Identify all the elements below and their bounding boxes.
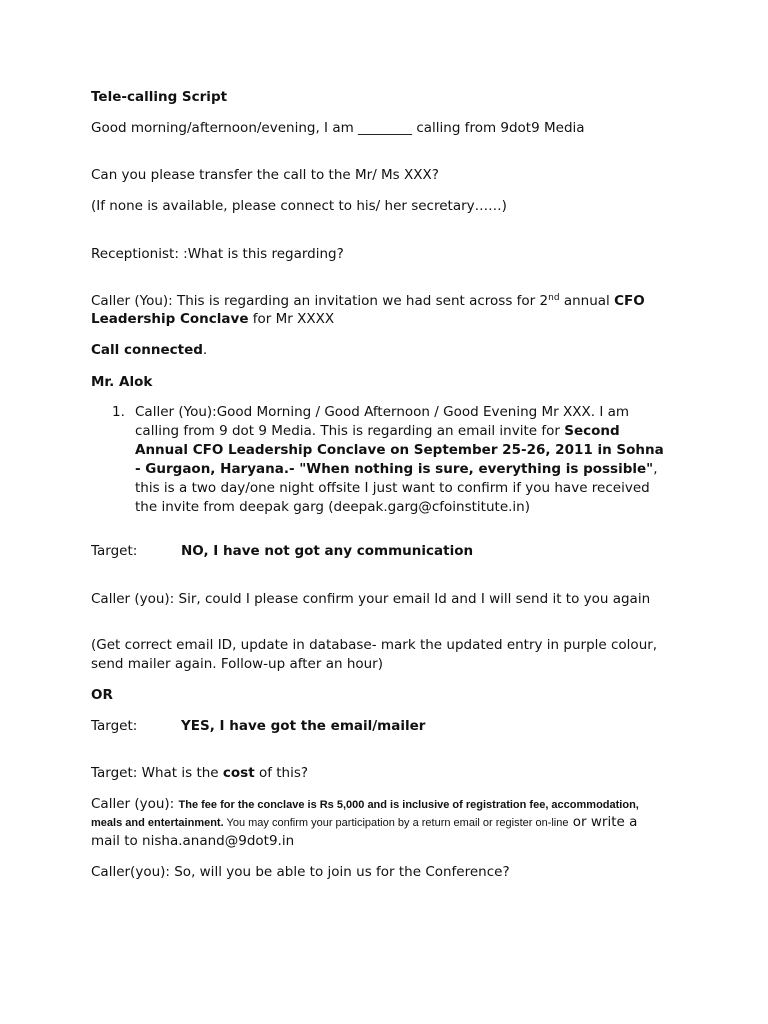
or-separator: OR [91, 687, 113, 703]
fee-bold-text-2: meals and entertainment. [91, 817, 224, 829]
target-yes-response: YES, I have got the email/mailer [181, 718, 426, 734]
list-item-line-2-text: calling from 9 dot 9 Media. This is regarding an email invite for [135, 423, 565, 439]
fee-or-write: or write a [568, 814, 638, 830]
target-no-response: NO, I have not got any communication [181, 543, 474, 559]
fee-bold-text-1: The fee for the conclave is Rs 5,000 and is inclusive of registration fee, accommodation, [178, 799, 639, 811]
caller-fee-line-2 [91, 813, 637, 833]
call-connected-text: Call connected [91, 342, 203, 358]
target-cost-text-a: Target: What is the [91, 765, 223, 781]
caller-invite-text-b: annual [559, 293, 615, 309]
target-cost-text-b: of this? [254, 765, 309, 781]
target-cost-bold: cost [222, 765, 255, 781]
if-none-note: (If none is available, please connect to his/ her secretary……) [91, 198, 507, 214]
caller-invite-text-c: for Mr XXXX [248, 311, 335, 327]
caller-confirm-line: Caller (you): Sir, could I please confirm your email Id and I will send it to you again [91, 591, 651, 607]
list-item-line-1: Caller (You):Good Morning / Good Afternoon / Good Evening Mr XXX. I am [135, 404, 630, 420]
caller-invite-line-2 [91, 310, 334, 329]
list-item-line-4-bold: - Gurgaon, Haryana.- "When nothing is sure, everything is possible" [135, 461, 654, 477]
target-no-line [91, 542, 473, 561]
caller-fee-line-3: mail to nisha.anand@9dot9.in [91, 833, 295, 849]
target-label: Target: [91, 718, 138, 734]
list-item-line-6: the invite from deepak garg (deepak.garg@cfoinstitute.in) [135, 499, 530, 515]
join-question: Caller(you): So, will you be able to join us for the Conference? [91, 864, 510, 880]
greeting-text-b: calling from 9dot9 Media [412, 120, 585, 136]
greeting-text-a: Good morning/afternoon/evening, I am [91, 120, 359, 136]
transfer-request: Can you please transfer the call to the Mr/ Ms XXX? [91, 167, 439, 183]
greeting-line [91, 119, 585, 138]
get-email-note-2: send mailer again. Follow-up after an hour) [91, 656, 384, 672]
list-item-line-2-bold: Second [564, 423, 620, 439]
target-label: Target: [91, 543, 138, 559]
get-email-note-1: (Get correct email ID, update in database- mark the updated entry in purple colour, [91, 637, 658, 653]
list-item-number: 1. [112, 404, 125, 420]
call-connected-line [91, 341, 207, 360]
caller-fee-label: Caller (you): [91, 796, 179, 812]
list-item-body [135, 403, 695, 517]
caller-fee-line-1 [91, 795, 639, 815]
call-connected-dot: . [202, 342, 208, 358]
ordinal-superscript: nd [548, 293, 560, 303]
list-item-line-3: Annual CFO Leadership Conclave on September 25-26, 2011 in Sohna [135, 442, 664, 458]
caller-invite-cfo: CFO [614, 293, 645, 309]
list-item-line-4 [135, 460, 695, 479]
receptionist-line: Receptionist: :What is this regarding? [91, 246, 344, 262]
greeting-name-blank: ________ [358, 120, 413, 136]
target-cost-line [91, 764, 308, 783]
document-title: Tele-calling Script [91, 89, 228, 105]
caller-invite-conclave: Leadership Conclave [91, 311, 249, 327]
fee-small-text: You may confirm your participation by a return email or register on-line [223, 817, 569, 829]
target-yes-line [91, 717, 425, 736]
list-item-line-4-comma: , [653, 461, 658, 477]
contact-name-heading: Mr. Alok [91, 374, 153, 390]
caller-invite-text-a: Caller (You): This is regarding an invitation we had sent across for 2 [91, 293, 549, 309]
list-item-line-2 [135, 422, 695, 441]
list-item-line-5: this is a two day/one night offsite I just want to confirm if you have received [135, 480, 650, 496]
caller-invite-line-1 [91, 292, 645, 311]
